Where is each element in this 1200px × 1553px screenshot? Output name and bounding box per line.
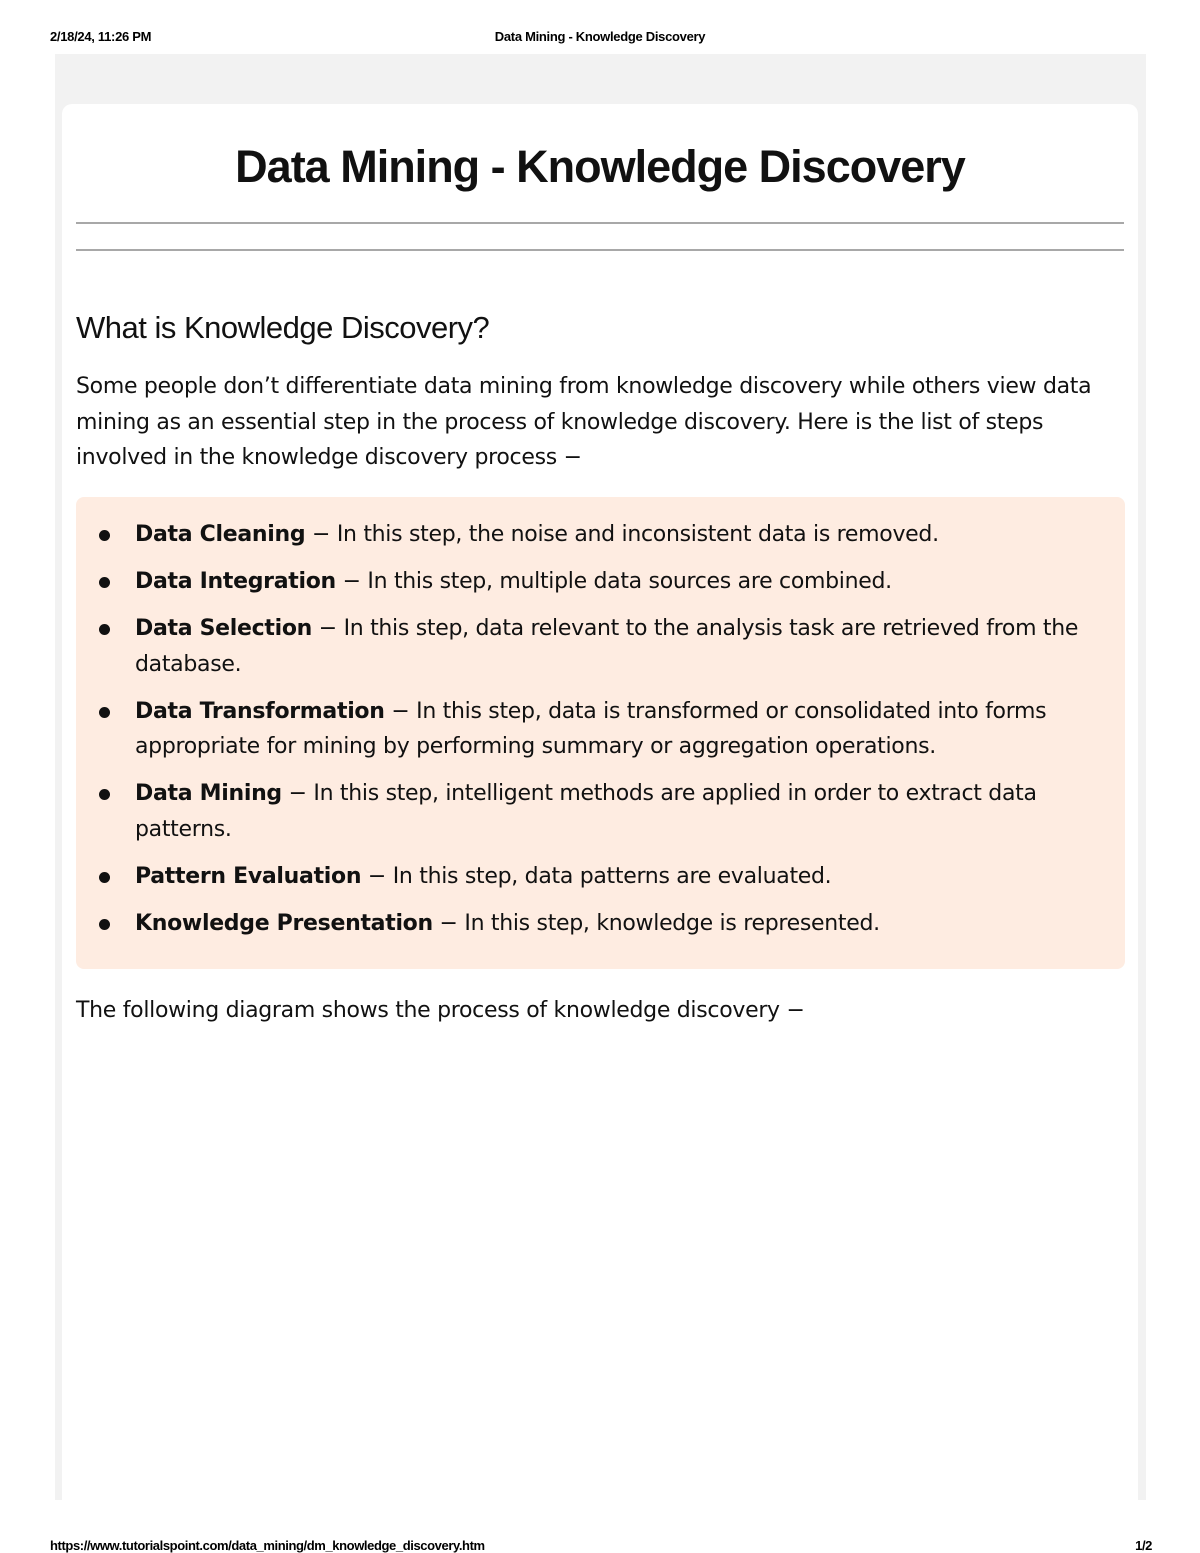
article-title: Data Mining - Knowledge Discovery xyxy=(235,141,965,192)
step-description: − In this step, intelligent methods are applied in order to extract data patterns. xyxy=(135,781,1037,842)
step-description: − In this step, knowledge is represented. xyxy=(432,910,880,936)
step-description: − In this step, data relevant to the analysis task are retrieved from the database. xyxy=(135,616,1079,677)
list-item xyxy=(76,906,1125,942)
list-item xyxy=(76,611,1125,682)
list-item xyxy=(76,776,1125,847)
step-description: − In this step, data is transformed or consolidated into forms appropriate for mining by performing summary or aggregation operations. xyxy=(135,698,1047,759)
step-term: Pattern Evaluation xyxy=(135,863,362,889)
bullet-icon xyxy=(99,707,110,718)
title-divider-bottom xyxy=(76,249,1124,251)
list-item xyxy=(76,694,1125,765)
list-item xyxy=(76,859,1125,895)
step-term: Data Mining xyxy=(135,781,282,806)
diagram-intro-paragraph: The following diagram shows the process of knowledge discovery − xyxy=(76,998,805,1023)
step-term: Data Cleaning xyxy=(135,522,306,547)
bullet-icon xyxy=(99,530,110,541)
print-datetime: 2/18/24, 11:26 PM xyxy=(50,29,152,44)
steps-box xyxy=(76,497,1125,969)
section-heading: What is Knowledge Discovery? xyxy=(76,310,490,345)
step-description: − In this step, data patterns are evaluated. xyxy=(361,863,832,889)
step-term: Knowledge Presentation xyxy=(135,910,433,936)
step-term: Data Selection xyxy=(135,616,313,641)
step-description: − In this step, multiple data sources are combined. xyxy=(335,569,892,594)
print-header-title: Data Mining - Knowledge Discovery xyxy=(494,29,706,44)
step-term: Data Integration xyxy=(135,569,336,594)
page-number: 1/2 xyxy=(1135,1538,1152,1553)
list-item xyxy=(76,564,1125,600)
bullet-icon xyxy=(99,919,110,930)
steps-list xyxy=(76,517,1125,953)
bullet-icon xyxy=(99,872,110,883)
intro-paragraph: Some people don’t differentiate data mining from knowledge discovery while others view data mining as an essential step in the process of knowledge discovery. Here is the list of steps involved in the knowledge discovery process − xyxy=(76,374,1092,470)
title-divider-top xyxy=(76,222,1124,224)
bullet-icon xyxy=(99,624,110,635)
print-url: https://www.tutorialspoint.com/data_mining/dm_knowledge_discovery.htm xyxy=(50,1538,485,1553)
bullet-icon xyxy=(99,577,110,588)
step-description: − In this step, the noise and inconsistent data is removed. xyxy=(305,522,939,547)
step-term: Data Transformation xyxy=(135,698,385,724)
print-footer xyxy=(50,1538,1152,1553)
print-header xyxy=(50,29,1150,49)
bullet-icon xyxy=(99,789,110,800)
list-item xyxy=(76,517,1125,553)
